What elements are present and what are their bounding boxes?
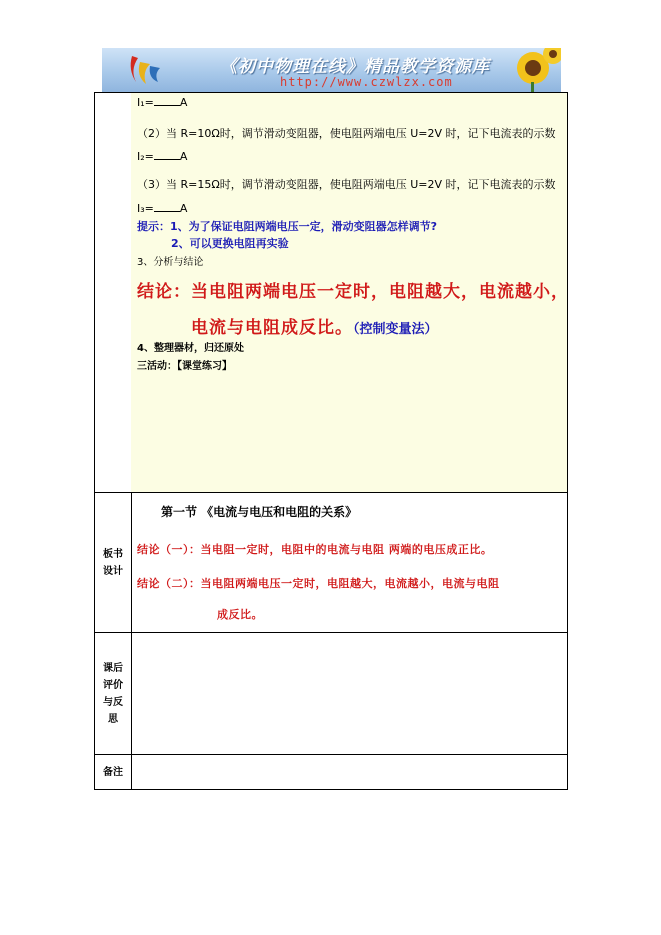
conclusion-line-1: 结论：当电阻两端电压一定时，电阻越大，电流越小， [137,282,569,302]
row-process-content [131,93,567,492]
logo-icon [124,52,164,88]
board-label [103,546,123,580]
reflection-label-cell [95,633,132,754]
board-conclusion-1: 结论（一）：当电阻一定时，电阻中的电流与电阻 两端的电压成正比。 [137,543,493,556]
lesson-table [94,92,568,790]
reflection-label [103,660,123,728]
board-conclusion-2-line-2: 成反比。 [217,608,263,621]
board-label-cell [95,493,132,632]
reflection-label-line-4: 思 [108,713,118,725]
conclusion-text-2: 电流与电阻成反比。 [191,318,353,338]
hint-1: 提示：1、为了保证电阻两端电压一定，滑动变阻器怎样调节? [137,220,438,233]
step2-text: （2）当 R=10Ω时，调节滑动变阻器，使电阻两端电压 U=2V 时，记下电流表的示数 [137,127,556,140]
row-remarks [95,755,567,790]
board-label-line-2: 设计 [103,565,123,577]
hint-2: 2、可以更换电阻再实验 [171,237,289,250]
analysis-heading: 3、分析与结论 [137,257,204,268]
remarks-label: 备注 [103,767,123,778]
reflection-label-line-3: 与反 [103,696,123,708]
row-reflection [95,633,567,755]
board-section-title: 第一节 《电流与电压和电阻的关系》 [161,505,358,519]
reflection-content[interactable] [131,633,567,754]
i2-label: I₂= [137,150,154,163]
sunflower-icon [471,48,561,92]
i2-line [137,150,187,163]
board-conclusion-2-line-1: 结论（二）：当电阻两端电压一定时，电阻越大，电流越小，电流与电阻 [137,577,500,590]
row-process [95,93,567,493]
row-process-label-cell [95,93,132,492]
i3-unit: A [179,202,188,215]
conclusion-method: （控制变量法） [353,322,438,337]
i3-label: I₃= [137,202,154,215]
reflection-label-line-2: 评价 [103,679,123,691]
i1-line [137,96,187,109]
i1-blank [154,96,180,106]
activity-3: 三活动：【课堂练习】 [137,361,232,372]
i3-line [137,202,187,215]
remarks-content[interactable] [131,755,567,790]
board-label-line-1: 板书 [103,548,123,560]
banner-url[interactable]: http://www.czwlzx.com [280,75,453,89]
reflection-label-line-1: 课后 [103,662,123,674]
conclusion-line-2 [191,313,438,338]
header-banner [102,48,561,92]
i3-blank [154,202,180,212]
board-content [131,493,567,632]
i1-unit: A [179,96,188,109]
remarks-label-cell [95,755,132,790]
i2-unit: A [179,150,188,163]
organize-step: 4、整理器材，归还原处 [137,343,244,354]
i2-blank [154,150,180,160]
i1-label: I₁= [137,96,154,109]
row-board-design [95,493,567,633]
banner-title: 《初中物理在线》精品教学资源库 [220,57,490,77]
step3-text: （3）当 R=15Ω时，调节滑动变阻器，使电阻两端电压 U=2V 时，记下电流表的示数 [137,178,556,191]
